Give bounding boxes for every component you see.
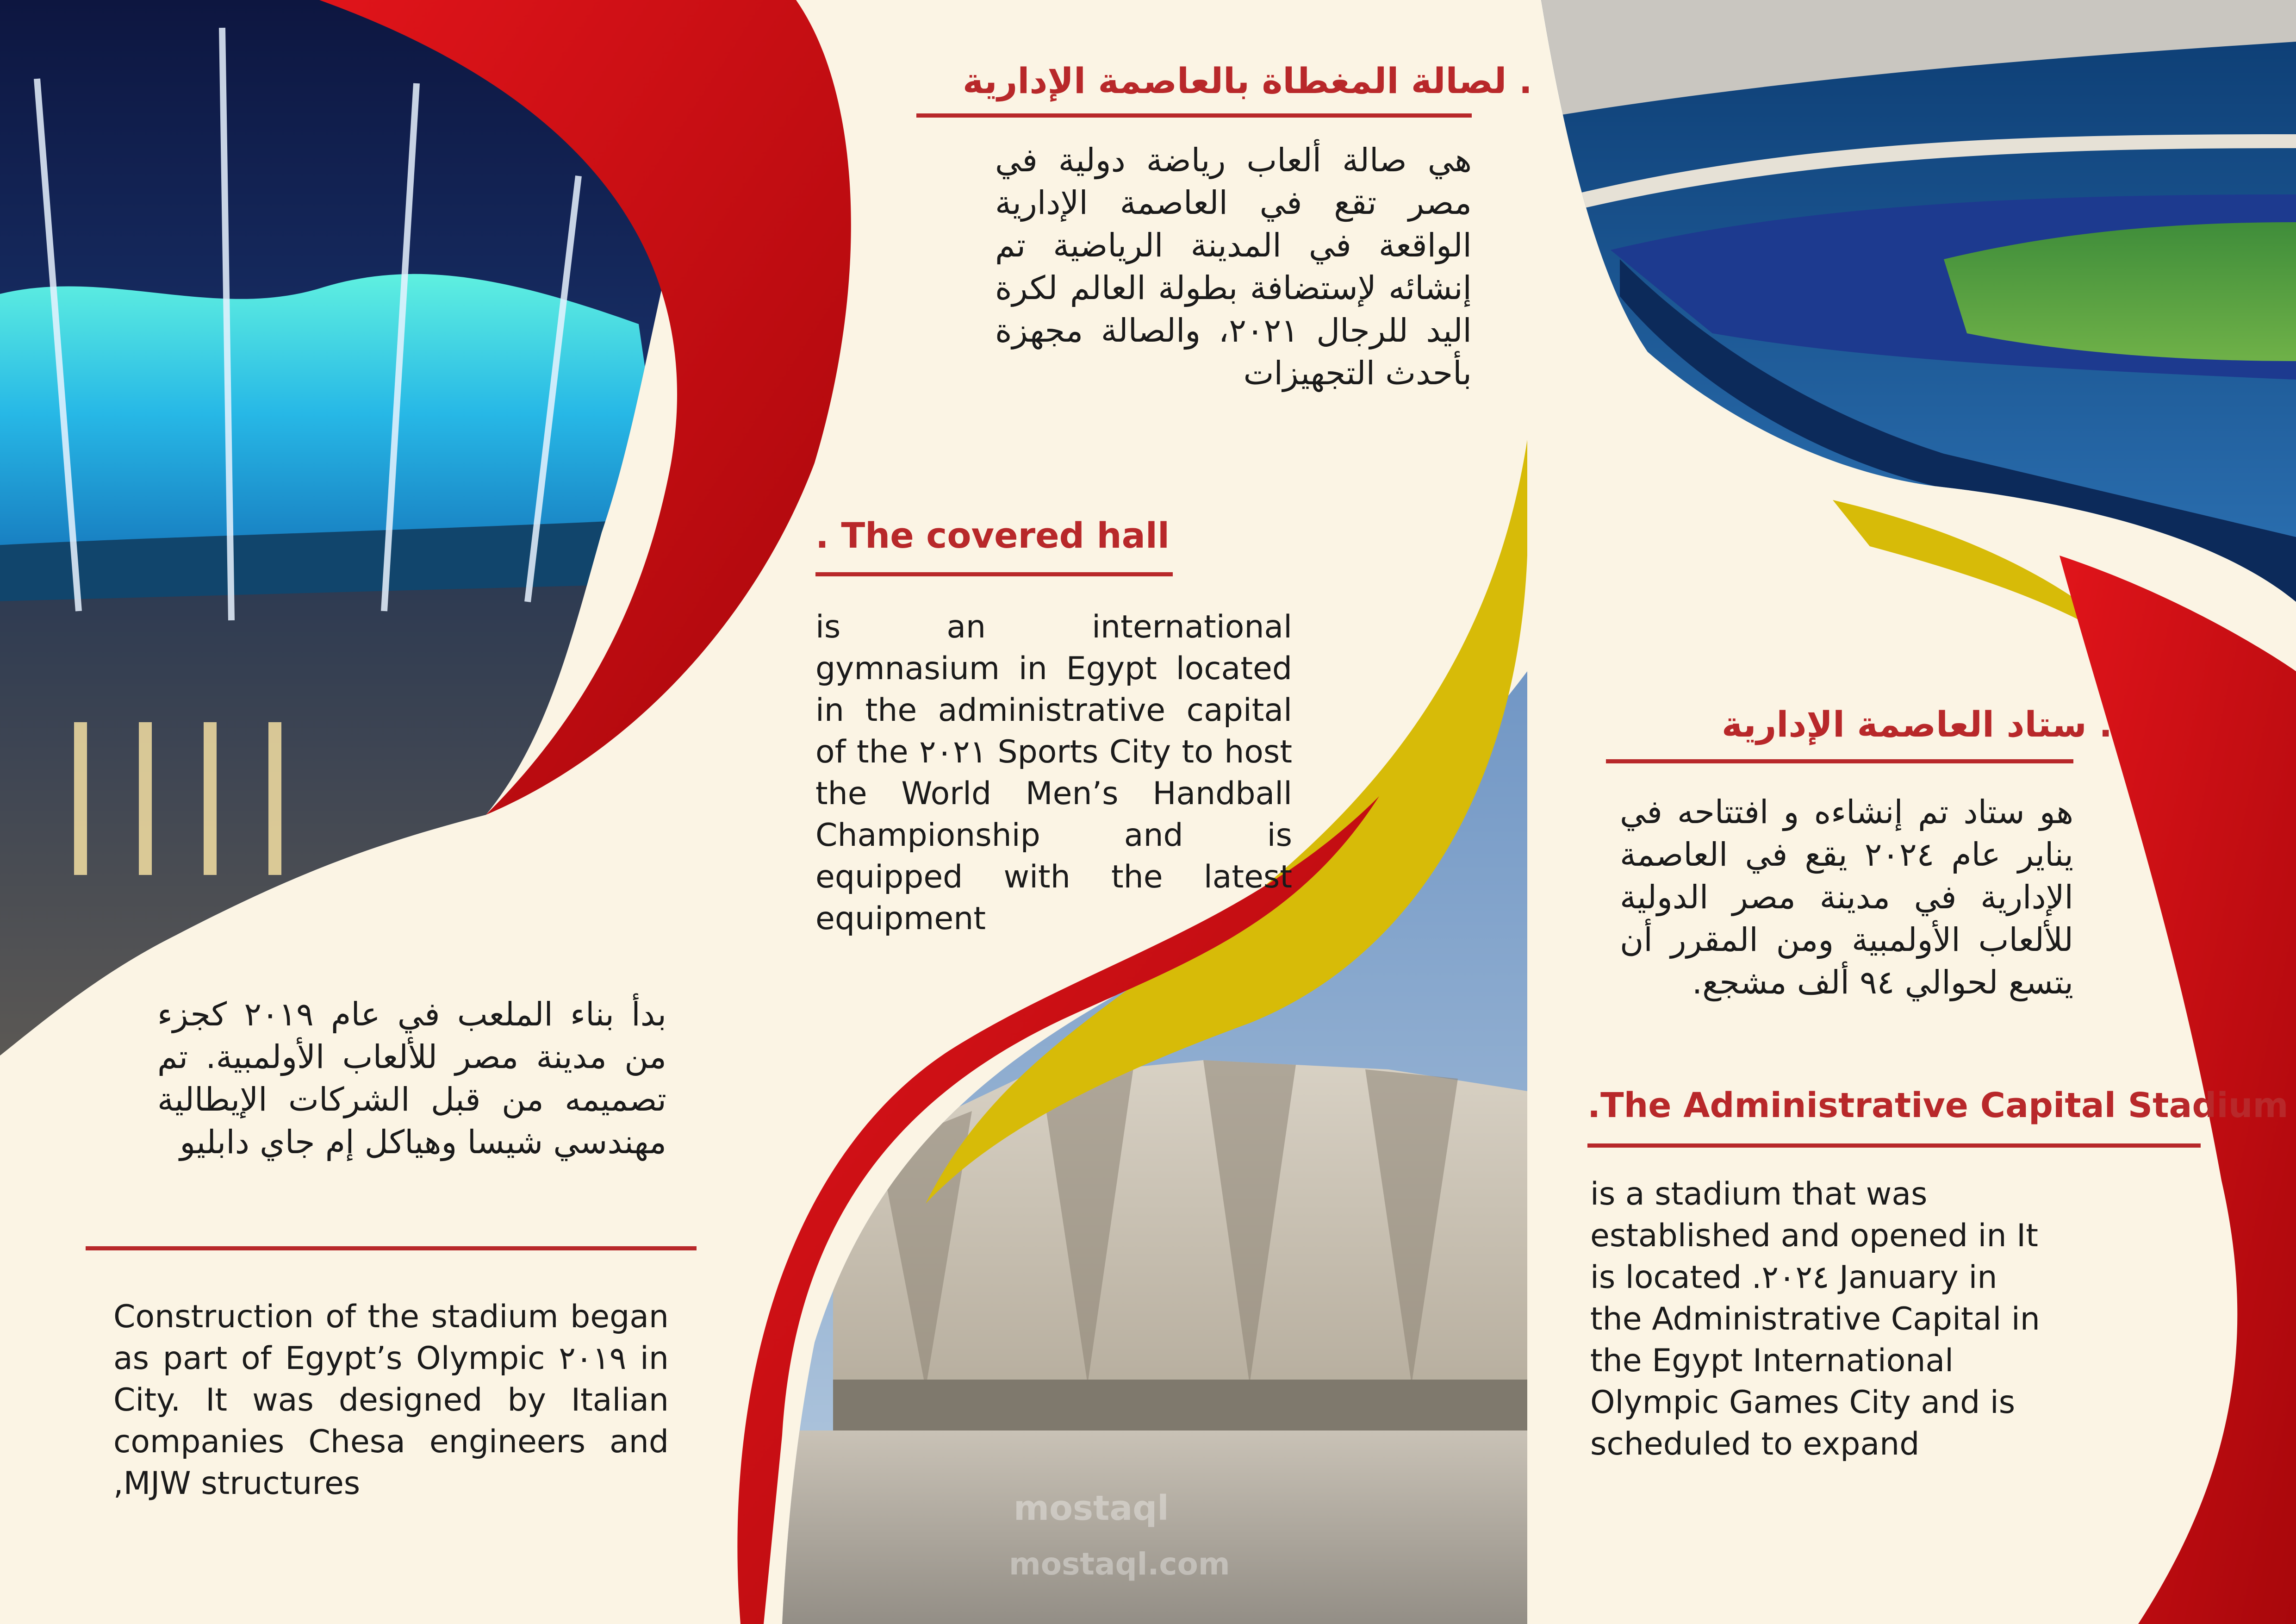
stadium-interior-photo [1527, 0, 2296, 611]
stadium-body-ar: هو ستاد تم إنشاءه و افتتاحه في يناير عام ٢٠٢٤ يقع في العاصمة الإدارية في مدينة مصر الدولية للألعاب الأولمبية ومن المقرر أن يتسع لحوالي ٩٤ ألف مشجع. [1620, 793, 2073, 1001]
covered-hall-body-en: is an international gymnasium in Egypt located in the administrative capital of the ٢٠٢١ Sports City to host the World Men’s Handball Championship and is equipped with the latest equipment [815, 609, 1292, 937]
covered-hall-title-ar: . لصالة المغطاة بالعاصمة الإدارية [963, 60, 1532, 101]
construction-body-ar: بدأ بناء الملعب في عام ٢٠١٩ كجزء من مدينة مصر للألعاب الأولمبية. تم تصميمه من قبل الشركات الإيطالية مهندسي شيسا وهياكل إم جاي دابليو [157, 995, 666, 1161]
stadium-title-ar-underline [1606, 759, 2073, 763]
covered-hall-body-ar: هي صالة ألعاب رياضة دولية في مصر تقع في العاصمة الإدارية الواقعة في المدينة الرياضية تم إنشائه لإستضافة بطولة العالم لكرة اليد للرجال ٢٠٢١، والصالة مجهزة بأحدث التجهيزات [995, 141, 1472, 392]
covered-hall-title-en: . The covered hall [815, 515, 1170, 556]
construction-body-en: Construction of the stadium began as part of Egypt’s Olympic ٢٠١٩ in City. It was designed by Italian companies Chesa engineers and ,MJW structures [113, 1299, 669, 1502]
watermark-logo: mostaql [1014, 1488, 1169, 1528]
watermark-domain: mostaql.com [1009, 1546, 1230, 1582]
construction-divider [86, 1246, 697, 1250]
stadium-title-en: .The Administrative Capital Stadium [1587, 1086, 2289, 1125]
covered-hall-title-ar-underline [916, 113, 1472, 118]
stadium-body-en: is a stadium that was established and opened in It is located .٢٠٢٤ January in the Administrative Capital in the Egypt International Olympic Games City and is scheduled to expand [1590, 1176, 2040, 1462]
stadium-title-ar: . ستاد العاصمة الإدارية [1722, 704, 2113, 745]
stadium-title-en-underline [1587, 1143, 2201, 1148]
covered-hall-title-en-underline [815, 572, 1173, 576]
